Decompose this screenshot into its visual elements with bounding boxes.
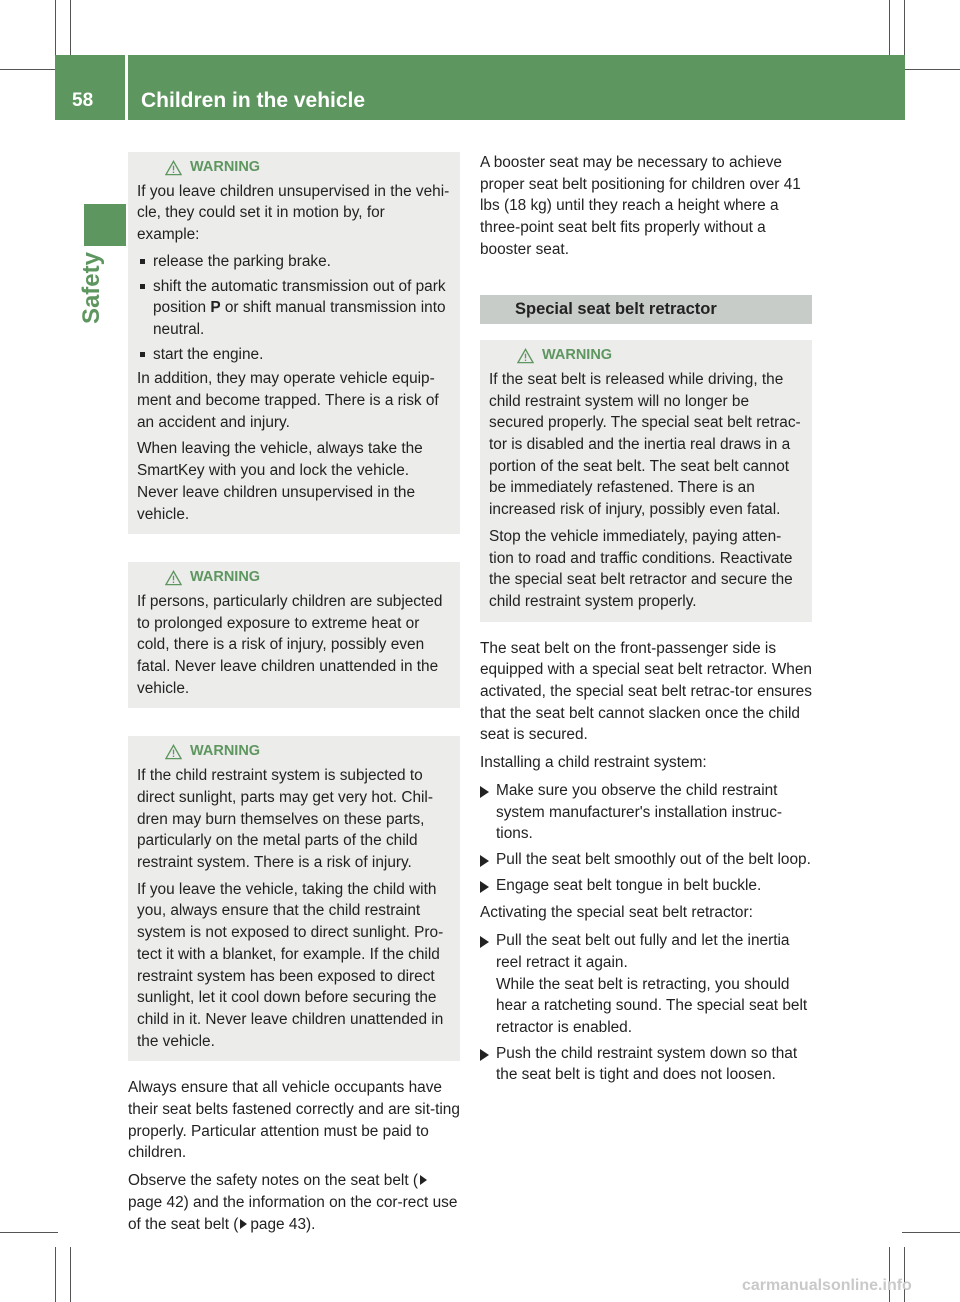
list-item bbox=[137, 276, 451, 341]
header-divider bbox=[125, 55, 128, 120]
step-item bbox=[480, 1043, 812, 1086]
body-paragraph: Always ensure that all vehicle occupants have their seat belts fastened correctly and are sit-ting properly. Particular attention must be paid to children. bbox=[128, 1079, 460, 1162]
warning-box bbox=[128, 152, 460, 534]
page-reference-arrow-icon bbox=[240, 1219, 247, 1229]
page-number: 58 bbox=[72, 90, 94, 111]
warning-text: When leaving the vehicle, always take the SmartKey with you and lock the vehicle. Never leave children unsupervised in the vehicle. bbox=[137, 440, 423, 523]
warning-heading bbox=[137, 157, 451, 179]
body-paragraph: Installing a child restraint system: bbox=[480, 754, 707, 772]
step-arrow-icon bbox=[480, 881, 489, 893]
body-paragraph bbox=[128, 1170, 460, 1235]
page-reference-arrow-icon bbox=[420, 1175, 427, 1185]
step-item bbox=[480, 849, 812, 871]
crop-mark bbox=[904, 0, 905, 55]
left-column bbox=[128, 152, 460, 1241]
step-arrow-icon bbox=[480, 936, 489, 948]
warning-text: If the child restraint system is subjected to direct sunlight, parts may get very hot. Chil-dren may burn themselves on these parts, particularly on the metal parts of the child restraint system. There is a risk of injury. bbox=[137, 767, 433, 871]
crop-mark bbox=[902, 69, 960, 70]
list-item-text: shift the automatic transmission out of park position bbox=[153, 277, 446, 317]
list-item: release the parking brake. bbox=[137, 251, 451, 273]
step-text: Engage seat belt tongue in belt buckle. bbox=[496, 876, 762, 894]
crop-mark bbox=[70, 1247, 71, 1302]
instruction-steps bbox=[480, 780, 812, 897]
crop-mark bbox=[0, 1232, 58, 1233]
warning-text: If the seat belt is released while driving, the child restraint system will no longer be secured properly. The special seat belt retrac-tor is disabled and the inertia real draws in a portion of the seat belt. The seat belt cannot be immediately refastened. There is an increased risk of injury, possibly even fatal. bbox=[489, 370, 801, 519]
step-item bbox=[480, 875, 812, 897]
step-text: Pull the seat belt out fully and let the inertia reel retract it again. bbox=[496, 932, 790, 971]
watermark: carmanualsonline.info bbox=[742, 1277, 912, 1294]
warning-triangle-icon bbox=[165, 570, 182, 586]
page-title: Children in the vehicle bbox=[141, 89, 366, 112]
page-reference-link[interactable]: page 43). bbox=[250, 1215, 316, 1233]
step-arrow-icon bbox=[480, 786, 489, 798]
warning-triangle-icon bbox=[165, 744, 182, 760]
warning-text: If you leave children unsupervised in the vehi-cle, they could set it in motion by, for example: bbox=[137, 182, 450, 244]
warning-title: WARNING bbox=[542, 347, 613, 364]
warning-text: In addition, they may operate vehicle equip-ment and become trapped. There is a risk of an accident and injury. bbox=[137, 370, 439, 431]
warning-text: If persons, particularly children are subjected to prolonged exposure to extreme heat or cold, there is a risk of injury, possibly even fatal. Never leave children unattended in the vehicle. bbox=[137, 592, 443, 697]
step-text: Push the child restraint system down so that the seat belt is tight and does not loosen. bbox=[496, 1044, 798, 1084]
body-text: Observe the safety notes on the seat belt ( bbox=[128, 1172, 419, 1190]
warning-text: Stop the vehicle immediately, paying atten-tion to road and traffic conditions. Reactivate the special seat belt retractor and secure the child restraint system properly. bbox=[489, 527, 793, 610]
list-item-text: or shift manual transmission into neutral. bbox=[153, 299, 446, 338]
section-tab bbox=[84, 204, 126, 246]
body-paragraph: The seat belt on the front-passenger side is equipped with a special seat belt retractor. When activated, the special seat belt retrac-tor ensures that the seat belt cannot slacken once the child seat is secured. bbox=[480, 639, 812, 744]
warning-text: If you leave the vehicle, taking the child with you, always ensure that the child restraint system is not exposed to direct sunlight. Pro-tect it with a blanket, for example. If the child restraint system has been exposed to direct sunlight, let it cool down before securing the child in it. Never leave children unattended in the vehicle. bbox=[137, 880, 444, 1050]
warning-title: WARNING bbox=[190, 159, 261, 175]
warning-triangle-icon bbox=[165, 160, 182, 176]
section-side-label: Safety bbox=[78, 252, 105, 325]
warning-box bbox=[128, 736, 460, 1061]
bullet-list bbox=[137, 251, 451, 366]
list-item: start the engine. bbox=[137, 344, 451, 366]
crop-mark bbox=[55, 0, 56, 55]
body-paragraph: A booster seat may be necessary to achieve proper seat belt positioning for children over 41 lbs (18 kg) until they reach a height where a three-point seat belt fits properly without a booster seat. bbox=[480, 154, 801, 258]
crop-mark bbox=[70, 0, 71, 55]
step-arrow-icon bbox=[480, 1049, 489, 1061]
instruction-steps bbox=[480, 930, 812, 1086]
crop-mark bbox=[55, 1247, 56, 1302]
step-item bbox=[480, 780, 812, 845]
section-heading: Special seat belt retractor bbox=[480, 295, 812, 325]
gear-position-label: P bbox=[210, 299, 221, 317]
step-item bbox=[480, 930, 812, 1039]
crop-mark bbox=[889, 0, 890, 55]
warning-title: WARNING bbox=[190, 569, 261, 586]
warning-triangle-icon bbox=[517, 348, 534, 364]
step-result-text: While the seat belt is retracting, you should hear a ratcheting sound. The special seat belt retractor is enabled. bbox=[496, 975, 808, 1036]
warning-heading bbox=[137, 741, 451, 763]
warning-title: WARNING bbox=[190, 743, 261, 760]
crop-mark bbox=[0, 69, 58, 70]
warning-heading bbox=[137, 567, 451, 589]
crop-mark bbox=[902, 1232, 960, 1233]
body-paragraph: Activating the special seat belt retractor: bbox=[480, 904, 753, 922]
warning-heading bbox=[489, 345, 803, 367]
warning-box bbox=[480, 340, 812, 621]
right-column bbox=[480, 152, 812, 1092]
step-text: Make sure you observe the child restraint system manufacturer's installation instruc-tions. bbox=[496, 781, 783, 843]
warning-box bbox=[128, 562, 460, 708]
step-text: Pull the seat belt smoothly out of the belt loop. bbox=[496, 850, 811, 868]
step-arrow-icon bbox=[480, 855, 489, 867]
page-reference-link[interactable]: page 42) and the information on the cor-rect use of the seat belt ( bbox=[128, 1193, 458, 1233]
